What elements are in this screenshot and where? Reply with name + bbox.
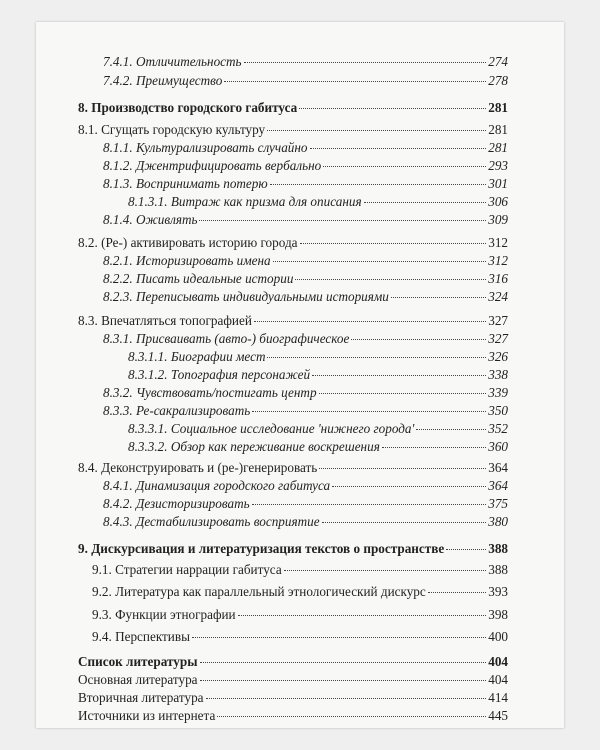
toc-entry-label: 9.2. Литература как параллельный этнологический дискурс [92, 584, 426, 599]
toc-entry-label: 8.4.1. Динамизация городского габитуса [103, 478, 331, 493]
toc-entry-label: 8.3.3.1. Социальное исследование 'нижнего города' [128, 421, 415, 436]
toc-entry-page: 309 [488, 212, 508, 227]
toc-entry [78, 671, 508, 689]
toc-entry-label: 8.2.3. Переписывать индивидуальными историями [103, 289, 389, 304]
toc-entry-page: 352 [488, 421, 508, 436]
toc-entry-label: 8.2. (Ре-) активировать историю города [78, 235, 298, 250]
toc-entry [103, 211, 508, 229]
toc-entry [78, 99, 508, 117]
toc-entry-page: 327 [488, 313, 508, 328]
toc-entry [128, 348, 508, 366]
toc-entry-label: 9. Дискурсивация и литературизация текстов о пространстве [78, 541, 445, 556]
toc-entry-label: 8. Производство городского габитуса [78, 100, 298, 115]
toc-entry-label: 8.4. Деконструировать и (ре-)генерировать [78, 460, 318, 475]
toc-entry-page: 350 [488, 403, 508, 418]
toc-entry-label: 8.1.4. Оживлять [103, 212, 198, 227]
toc-entry [103, 288, 508, 306]
toc-entry-label: 9.1. Стратегии наррации габитуса [92, 562, 282, 577]
toc-entry [103, 72, 508, 90]
toc-entry [78, 459, 508, 477]
toc-entry-page: 393 [488, 584, 508, 599]
toc-entry [103, 270, 508, 288]
toc-entry-label: Основная литература [78, 672, 198, 687]
toc-entry [78, 689, 508, 707]
toc-entry [92, 606, 508, 624]
toc-entry [128, 420, 508, 438]
toc-entry-page: 388 [488, 562, 508, 577]
toc-entry-label: 8.2.2. Писать идеальные истории [103, 271, 294, 286]
toc-entry [103, 330, 508, 348]
toc-entry [103, 495, 508, 513]
toc-entry [78, 312, 508, 330]
table-of-contents [36, 22, 564, 728]
toc-entry-page: 281 [488, 140, 508, 155]
toc-entry-label: 8.2.1. Историзировать имена [103, 253, 271, 268]
toc-entry-page: 375 [488, 496, 508, 511]
toc-entry [103, 157, 508, 175]
toc-entry-page: 281 [488, 100, 508, 115]
toc-entry-label: 8.4.3. Дестабилизировать восприятие [103, 514, 320, 529]
toc-entry [128, 438, 508, 456]
toc-entry [103, 513, 508, 531]
toc-entry-page: 281 [488, 122, 508, 137]
toc-entry [78, 234, 508, 252]
toc-entry [92, 561, 508, 579]
toc-entry-label: 8.1.3. Воспринимать потерю [103, 176, 268, 191]
toc-entry-page: 360 [488, 439, 508, 454]
toc-entry-page: 324 [488, 289, 508, 304]
toc-entry-label: Источники из интернета [78, 708, 216, 723]
toc-entry-label: 8.1. Сгущать городскую культуру [78, 122, 266, 137]
toc-entry-label: 8.3.3.2. Обзор как переживание воскрешения [128, 439, 380, 454]
toc-entry-label: 8.3.2. Чувствовать/постигать центр [103, 385, 317, 400]
toc-entry-page: 278 [488, 73, 508, 88]
toc-entry-label: 7.4.2. Преимущество [103, 73, 223, 88]
toc-entry [128, 366, 508, 384]
toc-entry-label: Список литературы [78, 654, 198, 669]
toc-entry-page: 404 [488, 654, 508, 669]
toc-entry-page: 380 [488, 514, 508, 529]
toc-entry-page: 364 [488, 478, 508, 493]
toc-entry [78, 540, 508, 558]
toc-entry [103, 175, 508, 193]
toc-entry-page: 312 [488, 235, 508, 250]
toc-entry-page: 445 [488, 708, 508, 723]
toc-entry [128, 193, 508, 211]
toc-entry [78, 121, 508, 139]
toc-entry [103, 384, 508, 402]
toc-entry-label: 7.4.1. Отличительность [103, 54, 242, 69]
toc-entry-label: 9.3. Функции этнографии [92, 607, 236, 622]
toc-entry-page: 312 [488, 253, 508, 268]
toc-entry-label: 8.3.3. Ре-сакрализировать [103, 403, 251, 418]
toc-entry [92, 628, 508, 646]
toc-entry-page: 414 [488, 690, 508, 705]
toc-entry-page: 398 [488, 607, 508, 622]
toc-entry-label: 8.1.2. Джентрифицировать вербально [103, 158, 322, 173]
toc-entry-label: 8.3.1.1. Биографии мест [128, 349, 266, 364]
toc-entry-page: 316 [488, 271, 508, 286]
toc-entry [103, 252, 508, 270]
toc-entry-label: Вторичная литература [78, 690, 204, 705]
toc-entry-page: 338 [488, 367, 508, 382]
toc-entry-page: 306 [488, 194, 508, 209]
toc-entry-page: 404 [488, 672, 508, 687]
toc-entry-page: 364 [488, 460, 508, 475]
toc-entry-page: 339 [488, 385, 508, 400]
toc-entry [103, 402, 508, 420]
toc-entry [103, 53, 508, 71]
toc-entry [103, 477, 508, 495]
toc-entry-label: 9.4. Перспективы [92, 629, 190, 644]
book-page [36, 22, 564, 728]
toc-entry-page: 326 [488, 349, 508, 364]
toc-entry [78, 707, 508, 725]
toc-entry-label: 8.1.3.1. Витраж как призма для описания [128, 194, 362, 209]
toc-entry-label: 8.3.1.2. Топография персонажей [128, 367, 311, 382]
toc-entry-label: 8.3.1. Присваивать (авто-) биографическое [103, 331, 350, 346]
toc-entry [92, 583, 508, 601]
toc-entry-label: 8.3. Впечатляться топографией [78, 313, 252, 328]
toc-entry-page: 400 [488, 629, 508, 644]
toc-entry-label: 8.1.1. Культурализировать случайно [103, 140, 308, 155]
toc-entry-label: 8.4.2. Дезисторизировать [103, 496, 250, 511]
toc-entry-page: 301 [488, 176, 508, 191]
toc-entry [103, 139, 508, 157]
toc-entry-page: 388 [488, 541, 508, 556]
toc-entry-page: 274 [488, 54, 508, 69]
toc-entry [78, 653, 508, 671]
toc-entry-page: 327 [488, 331, 508, 346]
toc-entry-page: 293 [488, 158, 508, 173]
